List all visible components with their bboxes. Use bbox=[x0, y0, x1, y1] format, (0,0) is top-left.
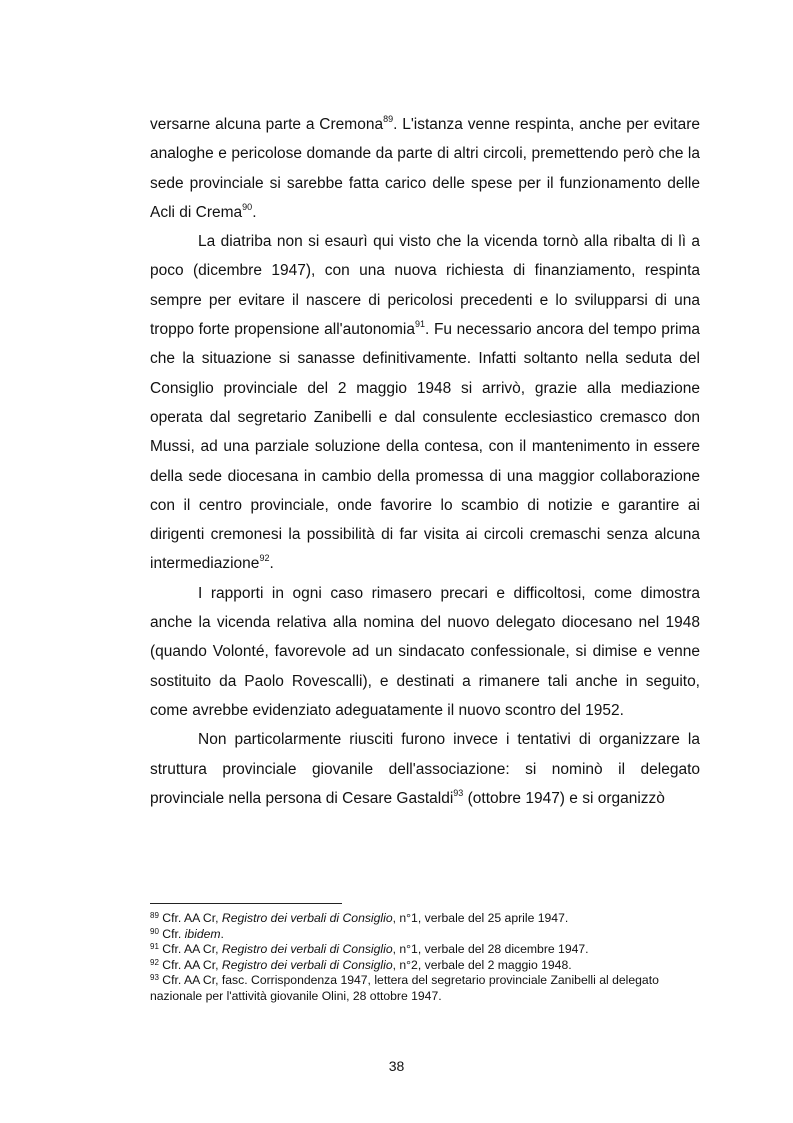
paragraph-4-text-a: Non particolarmente riusciti furono invece i tentativi di organizzare la struttura provinciale giovanile dell'associazione: si nominò il delegato provinciale nella persona di Cesare Gastaldi bbox=[150, 731, 700, 807]
paragraph-3-text: I rapporti in ogni caso rimasero precari e difficoltosi, come dimostra anche la vicenda relativa alla nomina del nuovo delegato diocesano nel 1948 (quando Volonté, favorevole ad un sindacato confessionale, si dimise e venne sostituito da Paolo Rovescalli), e destinati a rimanere tali anche in seguito, come avrebbe evidenziato adeguatamente il nuovo scontro del 1952. bbox=[150, 584, 700, 719]
paragraph-1-text-b: . L'istanza venne respinta, anche per evitare analoghe e pericolose domande da parte di altri circoli, premettendo però che la sede provinciale si sarebbe fatta carico delle spese per il funzionamento delle Acli di Crema bbox=[150, 116, 700, 221]
footnote-separator bbox=[150, 903, 342, 904]
paragraph-3 bbox=[150, 579, 700, 725]
paragraph-2-text-b: . Fu necessario ancora del tempo prima che la situazione si sanasse definitivamente. Infatti soltanto nella seduta del Consiglio provinciale del 2 maggio 1948 si arrivò, grazie alla mediazione operata dal segretario Zanibelli e dal consulente ecclesiastico cremasco don Mussi, ad una parziale soluzione della contesa, con il mantenimento in essere della sede diocesana in cambio della promessa di una maggior collaborazione con il centro provinciale, onde favorire lo scambio di notizie e garantire ai dirigenti cremonesi la possibilità di far visita ai circoli cremaschi senza alcuna intermediazione bbox=[150, 321, 700, 573]
paragraph-4-text-b: (ottobre 1947) e si organizzò bbox=[463, 789, 665, 807]
footnote-92 bbox=[150, 958, 700, 974]
footnote-text: Cfr. AA Cr, bbox=[158, 957, 222, 972]
footnote-text: Cfr. AA Cr, fasc. Corrispondenza 1947, lettera del segretario provinciale Zanibelli al delegato nazionale per l'attività giovanile Olini, 28 ottobre 1947. bbox=[150, 973, 659, 1003]
footnote-italic: Registro dei verbali di Consiglio bbox=[221, 957, 393, 972]
paragraph-2-text-a: La diatriba non si esaurì qui visto che la vicenda tornò alla ribalta di lì a poco (dicembre 1947), con una nuova richiesta di finanziamento, respinta sempre per evitare il nascere di pericolosi precedenti e lo svilupparsi di una troppo forte propensione all'autonomia bbox=[150, 233, 700, 339]
paragraph-1-text-c: . bbox=[252, 203, 257, 221]
footnote-ref-91[interactable]: 91 bbox=[415, 319, 426, 330]
footnote-ref-92[interactable]: 92 bbox=[259, 553, 270, 564]
footnote-italic: Registro dei verbali di Consiglio bbox=[221, 942, 393, 957]
paragraph-1 bbox=[150, 110, 700, 227]
footnote-ref-93[interactable]: 93 bbox=[453, 787, 464, 798]
footnote-text: . bbox=[220, 926, 224, 941]
paragraph-2 bbox=[150, 227, 700, 579]
footnote-ref-89[interactable]: 89 bbox=[383, 114, 394, 124]
body-text bbox=[150, 110, 700, 813]
footnote-text: , n°1, verbale del 25 aprile 1947. bbox=[392, 911, 569, 925]
footnote-number: 91 bbox=[150, 942, 159, 952]
footnote-ref-90[interactable]: 90 bbox=[242, 201, 253, 212]
footnotes bbox=[150, 911, 700, 1005]
footnote-number: 90 bbox=[150, 926, 159, 936]
footnote-93 bbox=[150, 973, 700, 1004]
footnote-text: , n°2, verbale del 2 maggio 1948. bbox=[392, 957, 572, 972]
footnote-text: Cfr. bbox=[158, 926, 185, 941]
footnote-italic: ibidem bbox=[184, 926, 221, 941]
page-number: 38 bbox=[388, 1058, 405, 1074]
paragraph-1-text-a: versarne alcuna parte a Cremona bbox=[150, 116, 384, 133]
footnote-89 bbox=[150, 911, 700, 927]
footnote-text: , n°1, verbale del 28 dicembre 1947. bbox=[392, 942, 589, 957]
footnote-number: 92 bbox=[150, 957, 159, 967]
footnote-text: Cfr. AA Cr, bbox=[158, 942, 222, 957]
footnote-90 bbox=[150, 927, 700, 943]
footnote-italic: Registro dei verbali di Consiglio bbox=[221, 911, 393, 925]
footnote-number: 89 bbox=[150, 911, 159, 920]
footnote-number: 93 bbox=[150, 973, 159, 983]
paragraph-4 bbox=[150, 725, 700, 813]
footnote-91 bbox=[150, 942, 700, 958]
paragraph-2-text-c: . bbox=[269, 555, 274, 573]
footnote-text: Cfr. AA Cr, bbox=[158, 911, 222, 925]
